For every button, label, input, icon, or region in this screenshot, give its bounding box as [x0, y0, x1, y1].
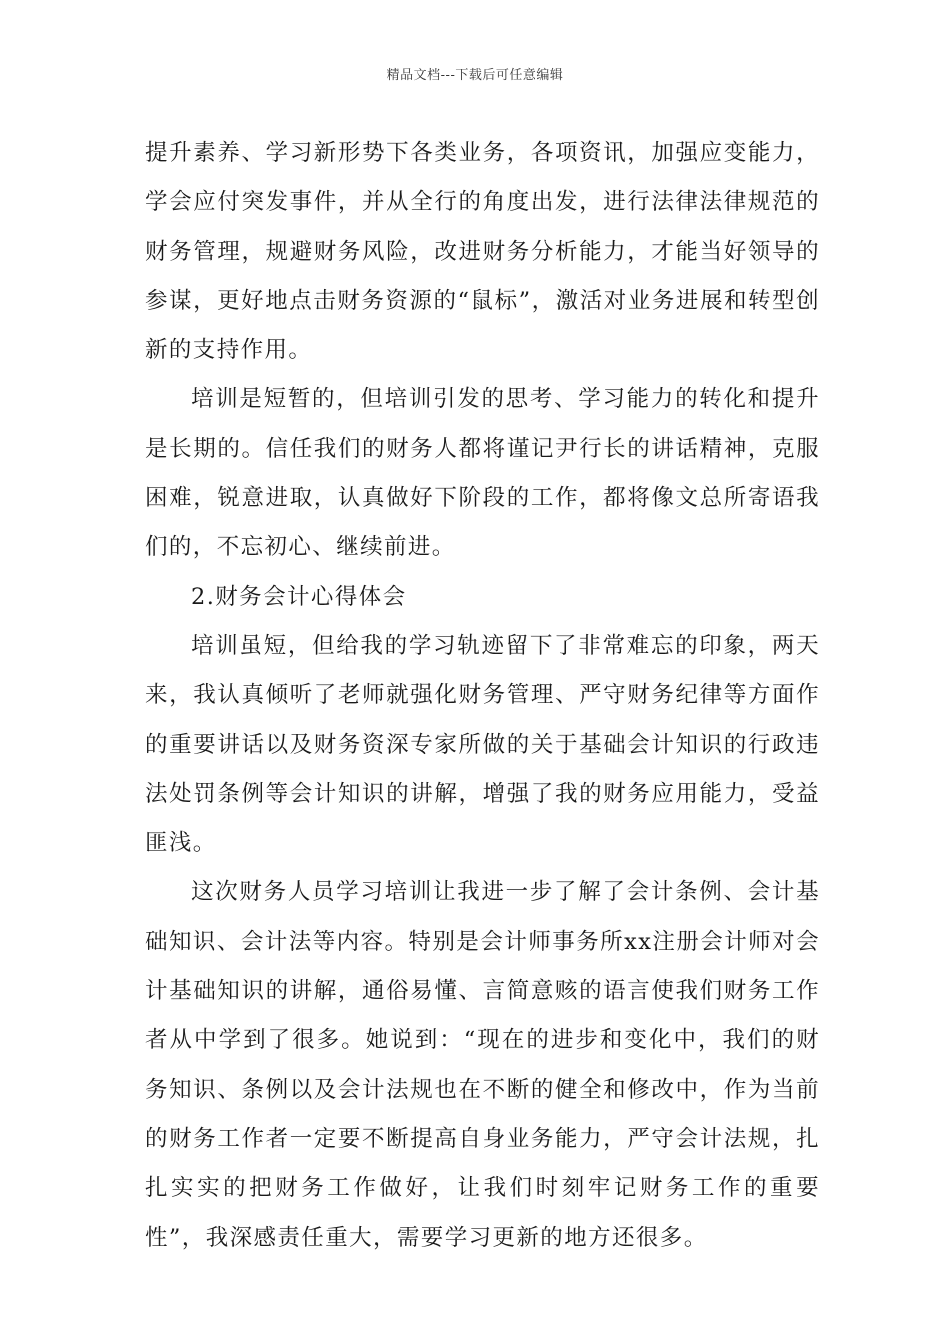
- paragraph-training-reflection: 培训是短暂的，但培训引发的思考、学习能力的转化和提升是长期的。信任我们的财务人都将谨记尹行长的讲话精神，克服困难，锐意进取，认真做好下阶段的工作，都将像文总所寄语我们的，不忘初心、继续前进。: [145, 386, 820, 561]
- section-heading: 2.财务会计心得体会: [191, 583, 407, 610]
- document-body: [145, 129, 820, 1263]
- page-header: 精品文档---下载后可任意编辑: [386, 68, 564, 83]
- paragraph-continued: 提升素养、学习新形势下各类业务，各项资讯，加强应变能力，学会应付突发事件，并从全行的角度出发，进行法律法律规范的财务管理，规避财务风险，改进财务分析能力，才能当好领导的参谋，更好地点击财务资源的“鼠标”，激活对业务进展和转型创新的支持作用。: [145, 140, 820, 364]
- paragraph-training-impression: 培训虽短，但给我的学习轨迹留下了非常难忘的印象，两天来，我认真倾听了老师就强化财务管理、严守财务纪律等方面作的重要讲话以及财务资深专家所做的关于基础会计知识的行政违法处罚条例等会计知识的讲解，增强了我的财务应用能力，受益匪浅。: [145, 632, 820, 857]
- paragraph-training-content: 这次财务人员学习培训让我进一步了解了会计条例、会计基础知识、会计法等内容。特别是会计师事务所xx注册会计师对会计基础知识的讲解，通俗易懂、言简意赅的语言使我们财务工作者从中学到了很多。她说到：“现在的进步和变化中，我们的财务知识、条例以及会计法规也在不断的健全和修改中，作为当前的财务工作者一定要不断提高自身业务能力，严守会计法规，扎扎实实的把财务工作做好，让我们时刻牢记财务工作的重要性”，我深感责任重大，需要学习更新的地方还很多。: [145, 879, 820, 1251]
